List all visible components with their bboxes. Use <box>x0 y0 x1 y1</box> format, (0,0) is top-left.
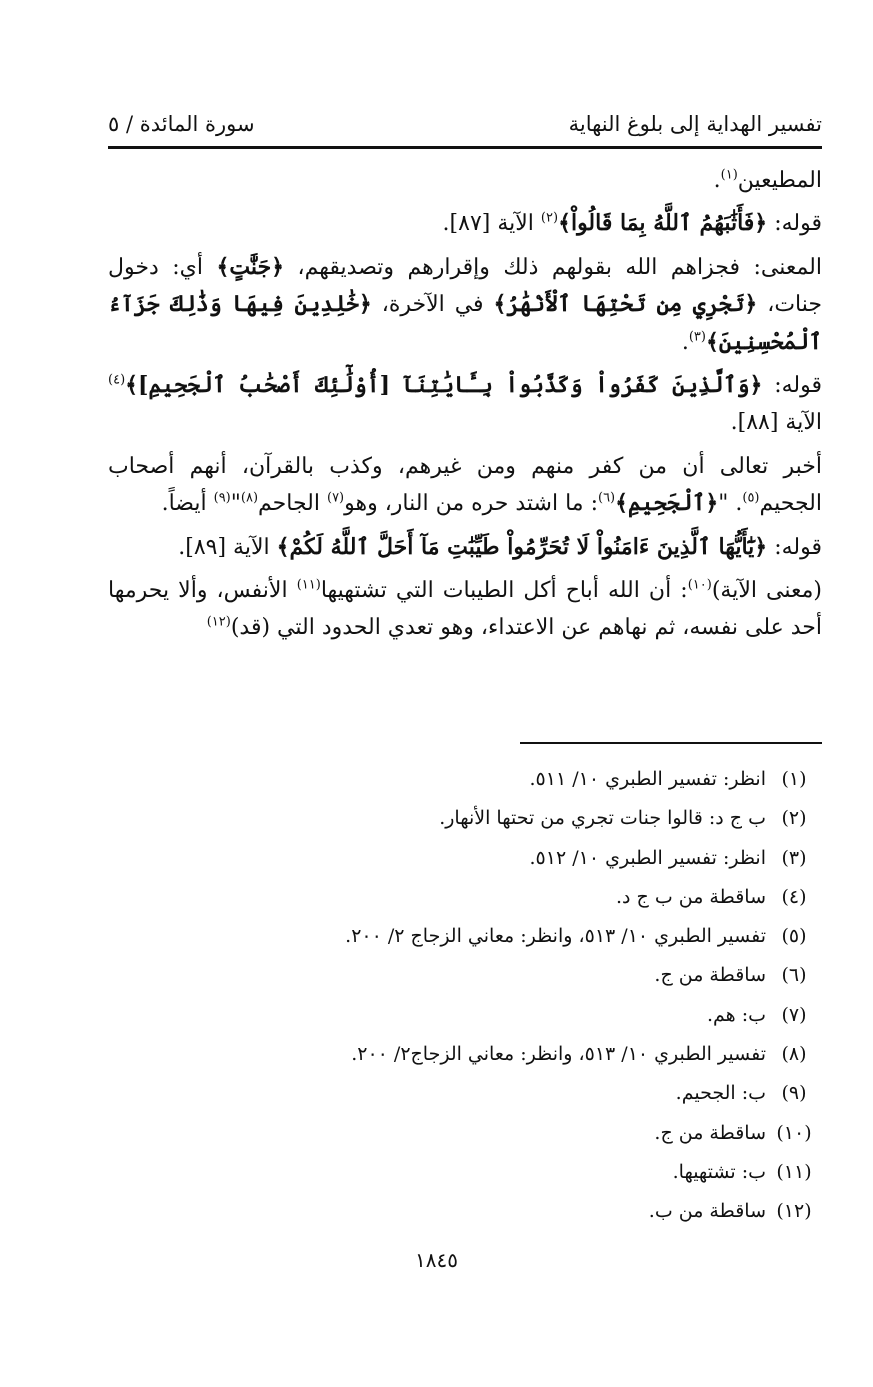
verse-number: الآية [٨٩]. <box>178 534 270 560</box>
footnote-number: (١٠) <box>776 1121 812 1144</box>
paragraph-text: الجاحم <box>258 491 320 517</box>
footnote-number: (٤) <box>781 885 807 908</box>
punctuation: " <box>230 491 241 517</box>
verse-87-line <box>108 205 822 242</box>
footnote-item <box>108 839 822 878</box>
footnote-text: ب ج د: قالوا جنات تجري من تحتها الأنهار. <box>439 807 766 830</box>
paragraph-text: : أن الله أباح أكل الطيبات التي تشتهيها <box>320 577 688 603</box>
footnote-ref: (١٢) <box>206 614 231 630</box>
quran-verse: ﴿وَٱلَّذِينَ كَفَرُواْ وَكَذَّبُواْ بِـَٔايَٰتِنَآ [أُوْلَٰٓئِكَ أَصْحَٰبُ ٱلْجَحِيمِ]﴾ <box>125 371 763 398</box>
footnote-ref: (٧) <box>326 490 345 506</box>
footnote-text: تفسير الطبري ١٠/ ٥١٣، وانظر: معاني الزجاج٢/ ٢٠٠. <box>351 1043 766 1066</box>
verse-intro: قوله: <box>774 534 822 560</box>
quran-verse: ﴿جَنَّٰتٍ﴾ <box>216 253 285 280</box>
verse-number: الآية [٨٧]. <box>442 211 534 237</box>
footnote-text: ب: تشتهيها. <box>672 1160 766 1183</box>
verse-88-line <box>108 367 822 442</box>
punctuation: . <box>713 168 721 193</box>
footnote-ref: (٤) <box>108 372 126 388</box>
footnote-number: (١٢) <box>776 1200 812 1223</box>
paragraph-text: أي: دخول جنات، <box>108 254 823 318</box>
footnote-item <box>108 799 822 838</box>
footnote-item <box>108 760 822 799</box>
paragraph-text: المطيعين <box>737 168 822 193</box>
footnote-number: (٨) <box>781 1043 807 1066</box>
verse-intro: قوله: <box>774 372 822 398</box>
footnote-item <box>108 1074 822 1113</box>
paragraph-text: الأنفس، وألا يحرمها أحد على نفسه، ثم نهاهم عن الاعتداء، وهو تعدي الحدود التي (قد) <box>108 577 822 641</box>
footnote-text: ساقطة من ب ج د. <box>615 885 766 908</box>
paragraph-1 <box>108 162 822 199</box>
running-header <box>108 106 822 142</box>
footnote-number: (٦) <box>781 964 807 987</box>
footnote-text: ساقطة من ب. <box>648 1200 766 1223</box>
footnote-ref: (٩) <box>213 490 231 506</box>
footnote-text: تفسير الطبري ١٠/ ٥١٣، وانظر: معاني الزجاج ٢/ ٢٠٠. <box>345 925 766 948</box>
verse-89-line <box>108 529 822 566</box>
paragraph-meaning-89 <box>108 572 822 647</box>
paragraph-text: (معنى الآية) <box>711 577 823 603</box>
quran-verse: ﴿تَجْرِي مِن تَحْتِهَا ٱلْأَنْهَٰرُ﴾ <box>493 291 758 318</box>
footnote-ref: (٨) <box>240 490 259 506</box>
main-text <box>108 162 822 647</box>
quran-verse: ﴿فَأَثَٰبَهُمُ ٱللَّهُ بِمَا قَالُواْ﴾ <box>558 210 768 237</box>
footnote-text: انظر: تفسير الطبري ١٠/ ٥١٢. <box>529 846 766 869</box>
footnote-number: (٧) <box>781 1003 807 1026</box>
footnote-ref: (٣) <box>688 329 706 345</box>
book-title: تفسير الهداية إلى بلوغ النهاية <box>568 112 822 136</box>
paragraph-text: : ما اشتد حره من النار، وهو <box>344 491 598 517</box>
footnote-text: ساقطة من ج. <box>654 1121 766 1144</box>
footnote-item <box>108 1035 822 1074</box>
footnote-text: ب: هم. <box>706 1003 766 1026</box>
footnote-item <box>108 1114 822 1153</box>
footnote-item <box>108 878 822 917</box>
footnote-number: (١١) <box>776 1160 812 1183</box>
footnote-ref: (٢) <box>540 211 559 227</box>
footnote-item <box>108 1192 822 1231</box>
page-number: ١٨٤٥ <box>415 1248 458 1272</box>
footnote-text: انظر: تفسير الطبري ١٠/ ٥١١. <box>529 768 766 790</box>
footnote-text: ب: الجحيم. <box>675 1082 766 1105</box>
quran-verse: ﴿ٱلْجَحِيمِ﴾ <box>615 490 719 517</box>
footnote-ref: (٥) <box>742 490 760 506</box>
paragraph-text: في الآخرة، <box>381 292 484 318</box>
quran-verse: ﴿خَٰلِدِينَ فِيهَا وَذَٰلِكَ جَزَآءُ ٱلْمُحْسِنِينَ﴾ <box>108 291 822 355</box>
paragraph-text: أخبر تعالى أن من كفر منهم ومن غيرهم، وكذب بالقرآن، أنهم أصحاب الجحيم <box>108 453 822 517</box>
paragraph-text: المعنى: فجزاهم الله بقولهم ذلك وإقرارهم وتصديقهم، <box>297 254 822 280</box>
footnote-item <box>108 1153 822 1192</box>
punctuation: . <box>681 329 689 355</box>
footnote-number: (٣) <box>781 846 807 869</box>
paragraph-text: أيضاً. <box>161 491 207 517</box>
footnote-divider <box>520 742 822 744</box>
surah-label: سورة المائدة / ٥ <box>108 112 255 136</box>
footnote-number: (٩) <box>781 1082 807 1105</box>
punctuation: . " <box>718 491 743 517</box>
footnote-number: (٥) <box>781 925 807 948</box>
paragraph-meaning-88 <box>108 448 822 523</box>
footnotes <box>108 760 822 1232</box>
footnote-number: (١) <box>781 768 807 790</box>
verse-number: الآية [٨٨]. <box>730 410 822 436</box>
paragraph-meaning-87 <box>108 249 822 361</box>
footnote-number: (٢) <box>781 807 807 830</box>
footnote-ref: (١) <box>720 167 738 183</box>
footnote-item <box>108 917 822 956</box>
footnote-item <box>108 996 822 1035</box>
quran-verse: ﴿يَٰٓأَيُّهَا ٱلَّذِينَ ءَامَنُواْ لَا تُحَرِّمُواْ طَيِّبَٰتِ مَآ أَحَلَّ ٱللَّهُ لَكُمْ﴾ <box>276 533 768 560</box>
header-divider <box>108 146 822 149</box>
footnote-text: ساقطة من ج. <box>654 964 766 987</box>
footnote-ref: (١١) <box>296 577 321 593</box>
footnote-ref: (١٠) <box>687 577 712 593</box>
footnote-item <box>108 956 822 995</box>
footnote-ref: (٦) <box>597 490 616 506</box>
verse-intro: قوله: <box>774 211 822 237</box>
